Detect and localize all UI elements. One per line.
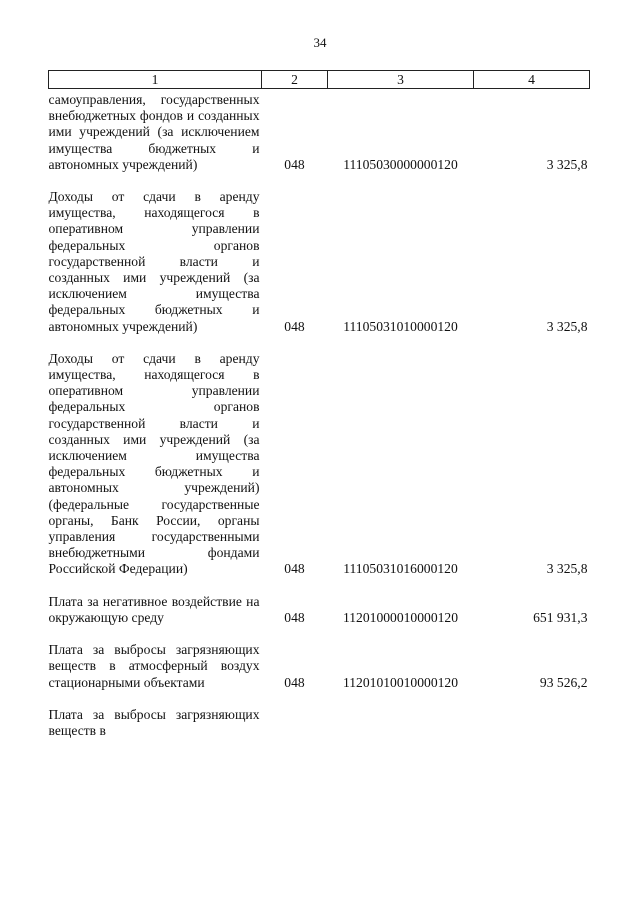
column-header-3: 3 xyxy=(328,71,474,89)
row-budget-code: 11105031010000120 xyxy=(343,318,458,334)
row-amount xyxy=(474,691,590,739)
row-admin-code: 048 xyxy=(284,318,305,334)
row-budget-code: 11201010010000120 xyxy=(342,674,459,690)
row-budget-code xyxy=(328,691,474,739)
column-header-1: 1 xyxy=(49,71,262,89)
table-row xyxy=(49,626,590,691)
table-row xyxy=(49,691,590,739)
table-row xyxy=(49,89,590,174)
table-header-row xyxy=(49,71,590,89)
row-description: Плата за негативное воздействие на окружающую среду xyxy=(48,593,260,625)
row-admin-code: 048 xyxy=(284,561,305,577)
row-admin-code: 048 xyxy=(284,156,305,172)
row-admin-code: 048 xyxy=(284,674,305,690)
row-amount: 93 526,2 xyxy=(539,674,588,690)
row-amount: 3 325,8 xyxy=(546,156,588,172)
row-description: Доходы от сдачи в аренду имущества, находящегося в оперативном управлении федеральных органов государственной власти и созданных ими учреждений (за исключением имущества федеральных бюджетных и автономных учреждений) xyxy=(48,189,260,334)
row-budget-code: 11201000010000120 xyxy=(342,609,459,625)
row-budget-code: 11105031016000120 xyxy=(343,561,458,577)
column-header-4: 4 xyxy=(474,71,590,89)
page-number: 34 xyxy=(313,35,327,50)
row-amount: 3 325,8 xyxy=(546,561,588,577)
column-header-2: 2 xyxy=(262,71,328,89)
row-amount: 651 931,3 xyxy=(533,609,588,625)
table-row xyxy=(49,173,590,335)
row-amount: 3 325,8 xyxy=(546,318,588,334)
table-row xyxy=(49,578,590,626)
row-budget-code: 11105030000000120 xyxy=(343,156,458,172)
row-description: самоуправления, государственных внебюджетных фондов и созданных ими учреждений (за исключением имущества бюджетных и автономных учреждений) xyxy=(48,92,260,172)
row-description: Доходы от сдачи в аренду имущества, находящегося в оперативном управлении федеральных органов государственной власти и созданных ими учреждений (за исключением имущества федеральных бюджетных и автономных учреждений) (федеральные государственные органы, Банк России, органы управления государственными внебюджетными фондами Российской Федерации) xyxy=(48,350,260,577)
row-admin-code xyxy=(262,691,328,739)
table-row xyxy=(49,335,590,578)
row-admin-code: 048 xyxy=(284,609,305,625)
revenue-table xyxy=(48,70,590,739)
row-description: Плата за выбросы загрязняющих веществ в атмосферный воздух стационарными объектами xyxy=(48,642,260,690)
row-description: Плата за выбросы загрязняющих веществ в xyxy=(48,706,260,738)
